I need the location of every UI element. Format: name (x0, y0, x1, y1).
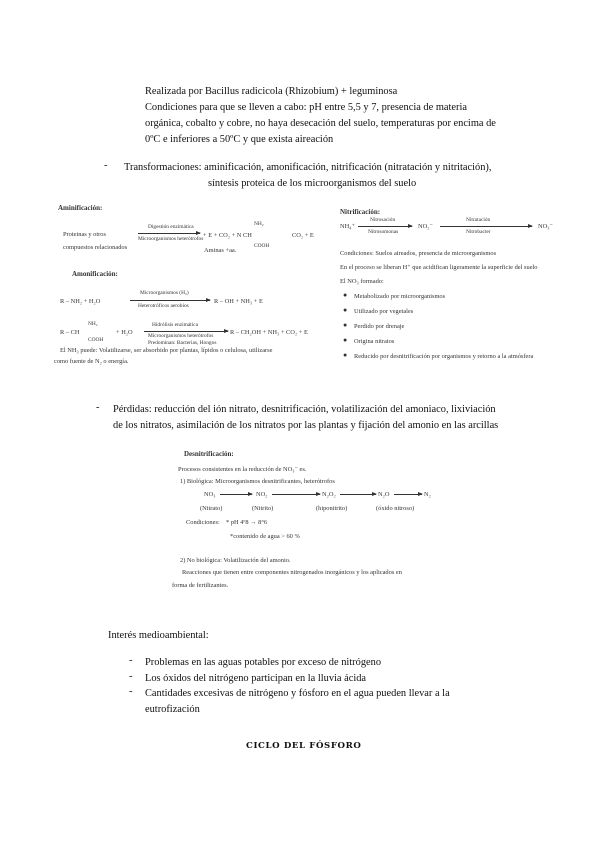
desnitrificacion-label-nitrito: (Nitrito) (252, 505, 274, 512)
desnitrificacion-species-n2o: N₂O (378, 491, 390, 498)
aminificacion-left-1: Proteinas y otros (63, 231, 106, 238)
aminificacion-aminas: Aminas +aa. (204, 247, 237, 254)
desnitrificacion-label-hiponitrito: (hiponitrito) (316, 505, 348, 512)
nitrificacion-arrow2-bottom: Nitrobacter (466, 229, 491, 235)
desnitrificacion-line-4: Reacciones que tienen entre componentes nitrogenados inorgánicos y los aplicados en (182, 569, 402, 576)
perdidas-line-1: Pérdidas: reducción del ión nitrato, desnitrificación, volatilización del amoniaco, lixiviación (113, 404, 496, 415)
nitrificacion-arrow1-bottom: Nitrosomonas (368, 229, 399, 235)
amonificacion-eq1-right: R – OH + NH₃ + E (214, 298, 263, 305)
desnitrificacion-line-1: Procesos consistentes en la reducción de NO₃⁻ es. (178, 466, 307, 473)
nitrificacion-arrow2-top: Nitratación (466, 217, 491, 223)
amonificacion-note-1: El NH₃ puede: Volatilizarse, ser absorbido por plantas, lípidos o celulosa, utilizarse (60, 347, 273, 354)
figure-nitrificacion (340, 204, 596, 376)
desnitrificacion-arrow-3 (340, 494, 376, 495)
aminificacion-cooh: COOH (254, 243, 270, 249)
nitrificacion-item-5: Reducido por desnitrificación por organismos y retorno a la atmósfera (354, 353, 534, 360)
intro-line-3: orgánica, cobalto y cobre, no haya desecación del suelo, temperaturas por encima de (145, 118, 496, 129)
interes-item-1: Problemas en las aguas potables por exceso de nitrógeno (145, 657, 382, 668)
amonificacion-eq1-left: R – NH₂ + H₂O (60, 298, 101, 305)
desnitrificacion-line-5: forma de fertilizantes. (172, 582, 229, 589)
nitrificacion-arrow-2 (440, 226, 532, 227)
desnitrificacion-title: Desnitrificación: (184, 450, 234, 458)
figure-desnitrificacion (172, 446, 442, 596)
nitrificacion-nh4: NH₄⁺ (340, 223, 355, 230)
amonificacion-eq1-arrow (130, 300, 210, 301)
interes-dash-3: - (129, 686, 133, 697)
interes-title: Interés medioambiental: (108, 630, 209, 641)
nitrificacion-bullet-3: ● (343, 321, 348, 329)
aminificacion-arrow (138, 233, 200, 234)
amonificacion-eq2-left: R – CH (60, 329, 80, 336)
nitrificacion-proceso-2: El NO₃ formado: (340, 278, 384, 285)
desnitrificacion-line-3: 2) No biológica: Volatilización del amonio. (180, 557, 291, 564)
amonificacion-title: Amonificación: (72, 270, 118, 278)
amonificacion-eq2-right: R – CH₂OH + NH₃ + CO₂ + E (230, 329, 308, 336)
interes-dash-2: - (129, 671, 133, 682)
aminificacion-nh2: NH₂ (254, 221, 264, 227)
nitrificacion-title: Nitrificación: (340, 208, 381, 216)
desnitrificacion-arrow-4 (394, 494, 422, 495)
interes-item-3: Cantidades excesivas de nitrógeno y fósforo en el agua pueden llevar a la (145, 688, 450, 699)
aminificacion-arrow-bottom: Microorganismos heterótrofos (138, 236, 204, 242)
perdidas-dash: - (96, 402, 100, 413)
desnitrificacion-label-oxido: (óxido nitroso) (376, 505, 415, 512)
transformaciones-line-1: Transformaciones: aminificación, amonificación, nitrificación (nitratación y nitritación), (124, 162, 492, 173)
desnitrificacion-condicion-1: * pH 4º8 → 8°6 (226, 519, 268, 526)
figure-aminificacion-amonificacion (54, 200, 328, 370)
amonificacion-eq2-cooh: COOH (88, 337, 104, 343)
aminificacion-mid: + E + CO₂ + N CH (203, 232, 252, 239)
desnitrificacion-species-no2: NO₂ (256, 491, 268, 498)
nitrificacion-condiciones: Condiciones: Suelos aireados, presencia de microorganismos (340, 250, 497, 257)
aminificacion-left-2: compuestos relacionados (63, 244, 128, 251)
nitrificacion-proceso-1: En el proceso se liberan H⁺ que acidifican ligeramente la superficie del suelo (340, 264, 538, 271)
ciclo-fosforo-heading: CICLO DEL FÓSFORO (246, 741, 362, 751)
amonificacion-eq2-mid: + H₂O (116, 329, 133, 336)
desnitrificacion-species-n2: N₂ (424, 491, 431, 498)
amonificacion-eq1-bottom: Heterotróficos aerobios (138, 303, 189, 309)
desnitrificacion-species-no3: NO₃ (204, 491, 216, 498)
transformaciones-dash: - (104, 160, 108, 171)
nitrificacion-bullet-1: ● (343, 291, 348, 299)
amonificacion-eq1-top: Microorganismos (H₂) (140, 290, 189, 296)
nitrificacion-arrow-1 (358, 226, 412, 227)
intro-line-2: Condiciones para que se lleven a cabo: pH entre 5,5 y 7, presencia de materia (145, 102, 467, 113)
interes-item-2: Los óxidos del nitrógeno participan en la lluvia ácida (145, 673, 367, 684)
intro-line-4: 0ºC e inferiores a 50ºC y que exista aireación (145, 134, 334, 145)
intro-line-1: Realizada por Bacillus radicicola (Rhizobium) + leguminosa (145, 86, 398, 97)
desnitrificacion-label-nitrato: (Nitrato) (200, 505, 223, 512)
nitrificacion-bullet-2: ● (343, 306, 348, 314)
nitrificacion-item-2: Utilizado por vegetales (354, 308, 414, 315)
desnitrificacion-arrow-1 (220, 494, 252, 495)
nitrificacion-bullet-5: ● (343, 351, 348, 359)
amonificacion-eq2-bottom-2: Predominan: Bacterias, Hongos (148, 340, 217, 346)
nitrificacion-no2: NO₂⁻ (418, 223, 433, 230)
nitrificacion-bullet-4: ● (343, 336, 348, 344)
transformaciones-line-2: síntesis proteica de los microorganismos del suelo (208, 178, 417, 189)
aminificacion-arrow-top: Digestión enzimática (148, 224, 194, 230)
nitrificacion-item-3: Perdido por drenaje (354, 323, 405, 330)
amonificacion-eq2-nh: NH₂ (88, 321, 98, 327)
nitrificacion-no3: NO₃⁻ (538, 223, 553, 230)
perdidas-line-2: de los nitratos, asimilación de los nitratos por las plantas y fijación del amonio en las arcillas (113, 420, 499, 431)
desnitrificacion-condiciones-label: Condiciones: (186, 519, 220, 526)
amonificacion-eq2-bottom-1: Microorganismos heterótrofos (148, 333, 214, 339)
desnitrificacion-line-2: 1) Biológica: Microorganismos desnitrificantes, heterótrofos (180, 478, 335, 485)
desnitrificacion-condicion-2: *contenido de agua > 60 % (230, 533, 300, 540)
nitrificacion-item-1: Metabolizado por microorganismos (354, 293, 446, 300)
desnitrificacion-arrow-2 (272, 494, 320, 495)
nitrificacion-item-4: Origina nitratos (354, 338, 395, 345)
amonificacion-eq2-top: Hidrólisis enzimática (152, 322, 198, 328)
interes-item-3-cont: eutrofización (145, 704, 200, 715)
interes-dash-1: - (129, 655, 133, 666)
aminificacion-right: CO₂ + E (292, 232, 314, 239)
desnitrificacion-species-n2o2: N₂O₂ (322, 491, 336, 498)
aminificacion-title: Aminificación: (58, 204, 103, 212)
amonificacion-note-2: como fuente de N₂ o energía. (54, 358, 129, 365)
nitrificacion-arrow1-top: Nitrosación (370, 217, 396, 223)
amonificacion-eq2-arrow (144, 331, 228, 332)
